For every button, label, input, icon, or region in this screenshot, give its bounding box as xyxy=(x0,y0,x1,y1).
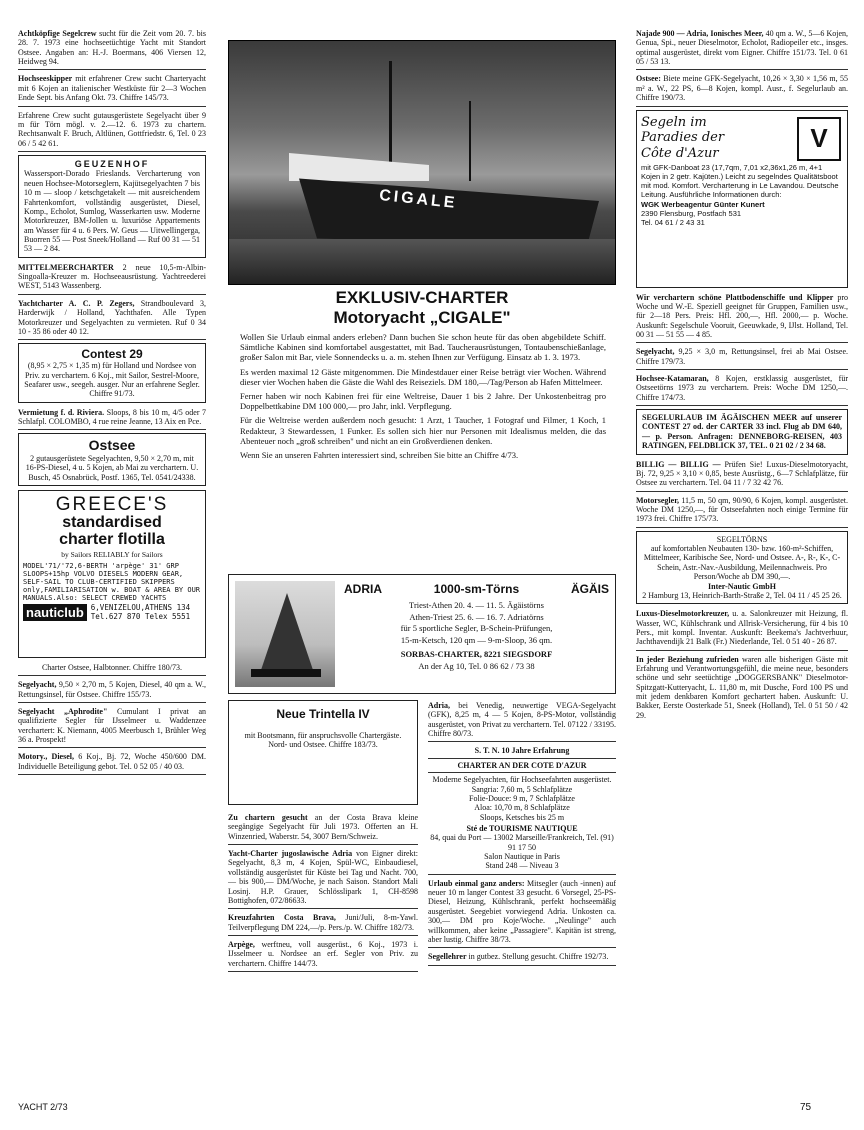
stn-line: Sangria: 7,60 m, 5 Schlafplätze xyxy=(471,784,573,794)
ad-body: (8,95 × 2,75 × 1,35 m) für Holland und Nordsee von Priv. zu verchartern. 6 Koj., mit Sailor, Sestrel-Moore, Seafarer usw., seegeh. ausger. Nur an erfahrene Segler. Chiffre 91/73. xyxy=(24,361,200,399)
classified-ad xyxy=(636,292,848,344)
ad-heading: Urlaub einmal ganz anders: xyxy=(428,878,525,888)
ship-name: CIGALE xyxy=(378,186,459,213)
ad-body: mit Bootsmann, für anspruchsvolle Chartergäste. Nord- und Ostsee. Chiffre 183/73. xyxy=(244,731,402,750)
column-right xyxy=(636,28,848,726)
ad-body: von Eigner direkt: Segelyacht, 8,3 m, 4 Kojen, Spül-WC, Einbaudiesel, vollständig ausgerüstet für Küste bei Tag und Nacht. 700,— bis 900,— DM/Woche, je nach Saison. Standort Mali Losinj. H.P. Grauer, Schlösslipark 1, CH-8598 Bottighofen, 072/86633. xyxy=(228,849,418,905)
stn-line: S. T. N. 10 Jahre Erfahrung xyxy=(474,746,570,756)
cigale-paragraph: Wenn Sie an unseren Fahrten interessiert sind, schreiben Sie bitte an Chiffre 4/73. xyxy=(240,449,519,460)
ad-heading: Wir verchartern schöne Plattbodenschiffe und Klipper xyxy=(636,292,834,302)
stn-line: Aloa: 10,70 m, 8 Schlafplätze xyxy=(474,803,570,813)
ad-heading: Hochsee-Katamaran, xyxy=(636,374,709,384)
cigale-paragraph: Wollen Sie Urlaub einmal anders erleben? Dann buchen Sie schon heute für das oben abgebildete Schiff. Sämtliche Kabinen sind komfortabel ausgestattet, mit Bad. Taucherausrüstungen, Tontaubenschießanlage, großer Salon mit Bar, viele Sonnendecks u. a. m. stehen Ihnen zur Verfügung. Einsatz ab 1. 3. 1973. xyxy=(240,332,606,363)
cigale-paragraph: Es werden maximal 12 Gäste mitgenommen. Die Mindestdauer einer Reise beträgt vier Wochen. Während dieser vier Wochen haben die Gäste die Wahl des Reiseziels. DM 180,—/Tag/Person ab Hafen Mittelmeer. xyxy=(240,366,606,387)
ad-body: 2 gutausgerüstete Segelyachten, 9,50 × 2,70 m, mit 16-PS-Diesel, 4 u. 5 Kojen, ab Mai zu verchartern. U. Busch, 45 Osnabrück, Postf. 1365, Tel. 0541/24338. xyxy=(25,453,199,482)
ad-company: Inter-Nautic GmbH xyxy=(708,581,776,591)
ad-subtitle: standardised xyxy=(62,513,162,531)
ad-heading: Segelyacht, xyxy=(18,680,57,690)
ad-body: 9,25 × 3,0 m, Rettungsinsel, frei ab Mai Ostsee. Chiffre 179/73. xyxy=(636,347,848,366)
ad-phone: Tel. 04 61 / 2 43 31 xyxy=(641,217,705,227)
cigale-photo xyxy=(228,40,616,285)
classified-ad xyxy=(636,346,848,370)
ad-company: WGK Werbeagentur Günter Kunert xyxy=(641,200,765,210)
footer-magazine: YACHT 2/73 xyxy=(18,1102,68,1112)
hull-shape xyxy=(251,669,321,677)
ad-title: Paradies der xyxy=(641,130,725,146)
ad-body: 11,5 m, 50 qm, 90/90, 6 Kojen, kompl. ausgerüstet. Woche DM 1250,—, für Ostseefahrten noch einige Termine für 1973 frei. Chiffre 175/73. xyxy=(636,495,848,524)
classified-ad xyxy=(428,700,616,742)
segeln-cote-azur-ad xyxy=(636,110,848,288)
stn-line: Folie-Douce: 9 m, 7 Schlafplätze xyxy=(469,793,575,803)
ad-heading: Yachtcharter A. C. P. Zegers, xyxy=(18,298,135,308)
stn-line: Sté de TOURISME NAUTIQUE xyxy=(466,823,578,833)
stn-line: CHARTER AN DER COTE D'AZUR xyxy=(457,760,587,770)
classified-ad xyxy=(636,28,848,70)
ad-heading: Hochseeskipper xyxy=(18,74,73,84)
classified-ad xyxy=(18,110,206,152)
adria-company: SORBAS-CHARTER, 8221 SIEGSDORF xyxy=(400,649,553,660)
classified-ad xyxy=(636,608,848,650)
greece-flotilla-ad xyxy=(18,490,206,658)
ad-body: Prüfen Sie! Luxus-Dieselmotoryacht, Bj. 72, 9,25 × 3,10 × 0,85, beste Ausrüstg., 6—7 Schlafplätze, für Ostsee zu verchartern. Tel. 04 11 / 7 32 42 76. xyxy=(636,459,848,488)
adria-title xyxy=(344,581,609,597)
ad-body: Erfahrene Crew sucht gutausgerüstete Segelyacht über 9 m für Törn mögl. v. 2.—12. 6. 1973 zu chartern. Rechtsanwalt F. Bruch, Altlünen, Gottfriedstr. 6, Tel. 0 23 06 / 5 42 61. xyxy=(18,110,206,148)
ad-body: 6 Koj., Bj. 72, Woche 450/600 DM. Individuelle Beteiligung gebot. Tel. 0 52 05 / 40 03. xyxy=(18,752,206,771)
page-number: 75 xyxy=(800,1102,812,1113)
cigale-title xyxy=(228,288,616,327)
classified-ad xyxy=(636,73,848,106)
classified-ad xyxy=(18,751,206,775)
ad-heading: Motorsegler, xyxy=(636,495,680,505)
ad-address: 6,VENIZELOU,ATHENS 134 Tel.627 870 Telex 5551 xyxy=(90,603,191,621)
stn-line: Salon Nautique in Paris xyxy=(484,852,560,862)
classified-ad xyxy=(228,939,418,972)
adria-title-center: 1000-sm-Törns xyxy=(433,582,520,596)
ad-subtitle: charter flotilla xyxy=(59,531,165,549)
column-left xyxy=(18,28,206,778)
ad-body: bei Venedig, neuwertige VEGA-Segelyacht (GFK), 8,25 m, 4 — 5 Kojen, 8-PS-Motor, vollständig ausgerüstet, von Privat zu verchartern. Tel. 07122 / 33195. Chiffre 80/73. xyxy=(428,701,616,739)
cigale-body xyxy=(240,332,606,464)
stn-line: Moderne Segelyachten, für Hochseefahrten ausgerüstet. xyxy=(432,775,612,785)
ad-title: Segeln im xyxy=(641,114,707,130)
ad-body: werftneu, voll ausgerüst., 6 Koj., 1973 i. IJsselmeer u. Nordsee an erf. Segler von Priv. zu verchartern. Chiffre 144/73. xyxy=(228,939,418,968)
ostsee-ad xyxy=(18,433,206,485)
adria-title-right: ÄGÄIS xyxy=(570,582,609,596)
classified-ad xyxy=(18,706,206,748)
adria-line: 15-m-Ketsch, 120 qm — 9-m-Sloop, 36 qm. xyxy=(400,634,553,645)
adria-address: An der Ag 10, Tel. 0 86 62 / 73 38 xyxy=(418,660,535,671)
ad-body: mit erfahrener Crew sucht Charteryacht mit 6 Kojen an italienischer Westküste für 2—3 Wochen Ende Sept. bis Anfang Okt. 73. Chiffre 145/73. xyxy=(18,74,206,103)
stn-line: 84, quai du Port — 13002 Marseille/Frankreich, Tel. (91) 91 17 50 xyxy=(430,833,614,852)
ad-title: SEGELTÖRNS xyxy=(716,534,768,544)
ad-body: pro Woche und W.-E. Speziell geeignet für Gruppen, Familien usw., für 2—18 Pers. Preis: Hfl. 200,—, Hfl. 2000,— p. Woche. Auskunft: Segelschule Vooruit, Geeuwkade, 9, IJlst. Holland, Tel. 00 31 — 51 55 — 4 85. xyxy=(636,292,848,339)
trintella-ad xyxy=(228,700,418,805)
stn-line: Sloops, Ketsches bis 25 m xyxy=(479,812,565,822)
ad-heading: Zu chartern gesucht xyxy=(228,813,308,822)
adria-line: für 5 sportliche Segler, B-Schein-Prüfungen, xyxy=(400,623,553,634)
nauticlub-logo: nauticlub xyxy=(23,604,87,621)
classified-ad xyxy=(18,407,206,431)
ad-heading: Achtköpfige Segelcrew xyxy=(18,29,97,38)
ad-heading: Segelyacht „Aphrodite" xyxy=(18,706,108,716)
ad-body: mit GFK-Danboat 23 (17,7qm, 7,01 x2,36x1,26 m, 4+1 Kojen in 2 getr. Kajüten.) Leicht zu segelndes Qualitätsboot mit mod. Komfort. Vercharterung in Le Lavandou. Deutsche Leitung. Ausführliche Informationen durch: xyxy=(641,163,839,199)
ad-address: 2 Hamburg 13, Heinrich-Barth-Straße 2, Tel. 04 11 / 45 25 26. xyxy=(642,590,842,600)
ad-address: 2390 Flensburg, Postfach 531 xyxy=(641,209,742,219)
classified-ad xyxy=(636,495,848,528)
classified-ad xyxy=(636,654,848,724)
classified-ad xyxy=(18,298,206,340)
classified-ad xyxy=(428,951,616,965)
ad-body: in gutbez. Stellung gesucht. Chiffre 192/73. xyxy=(468,952,609,962)
ad-heading: Luxus-Dieselmotorkreuzer, xyxy=(636,609,730,619)
mast-shape xyxy=(469,101,471,181)
ad-heading: Segellehrer xyxy=(428,952,467,962)
geuzenhof-ad xyxy=(18,155,206,258)
column-middle-right xyxy=(428,700,616,969)
adria-line: Athen-Triest 25. 6. — 16. 7. Adriatörns xyxy=(409,611,544,622)
adria-line: Triest-Athen 20. 4. — 11. 5. Ägäistörns xyxy=(409,600,544,611)
ad-body: u. a. Salonkreuzer mit Heizung, fl. Wasser, WC, Kühlschrank und Allrisk-Versicherung, für 4 bis 10 Pers., mit kompl. Inventar. Auskunft: Beekema's Jachtverhuur, Jachthavendijk 21 Balk (Fr.) Niederlande, Tel. 0 51 40 - 26 87. xyxy=(636,609,848,647)
ad-body: Biete meine GFK-Segelyacht, 10,26 × 3,30 × 1,56 m, 55 m² a. W., 22 PS, 6—8 Kojen, kompl. Ausr., f. Segelurlaub an. Chiffre 190/73. xyxy=(636,74,848,103)
column-middle-left xyxy=(228,812,418,975)
ad-heading: Kreuzfahrten Costa Brava, xyxy=(228,913,336,923)
ad-heading: Segelyacht, xyxy=(636,347,675,357)
ad-heading: BILLIG — BILLIG — xyxy=(636,459,721,469)
adria-ad xyxy=(228,574,616,694)
ad-heading: Ostsee: xyxy=(636,74,661,84)
ad-heading: Yacht-Charter jugoslawische Adria xyxy=(228,849,353,859)
classified-ad xyxy=(18,679,206,703)
classified-ad xyxy=(18,73,206,106)
adria-title-left: ADRIA xyxy=(344,582,382,596)
ad-body: 9,50 × 2,70 m, 5 Kojen, Diesel, 40 qm a. W., Rettungsinsel, für Ostsee. Chiffre 155/73. xyxy=(18,680,206,699)
ship-superstructure xyxy=(289,141,429,181)
nauticlub-block xyxy=(23,604,201,622)
stn-line: Stand 248 — Niveau 3 xyxy=(485,861,559,871)
ad-title: Ostsee xyxy=(88,437,136,454)
adria-text xyxy=(344,581,609,672)
ad-body: 40 qm a. W., 5—6 Kojen, Genua, Spi., neuer Dieselmotor, Echolot, Radiopeiler etc., insges. optimal ausgerüstet, direkt vom Eigner. Chiffre 151/73. Tel. 0 61 05 / 53 13. xyxy=(636,29,848,67)
ad-body: auf komfortablen Neubauten 130- bzw. 160-m²-Schiffen, Mittelmeer, Karibische See, Nord- und Ostsee. A-, R-, K-, C-Schein, Astr.-Nav.-Ausbildung, Meilennachweis. Pro Person/Woche ab DM 390,—. xyxy=(643,544,841,582)
ad-body: Juni/Juli, 8-m-Yawl. Teilverpflegung DM 224,—/p. Pers./p. W. Chiffre 182/73. xyxy=(228,913,418,932)
classified-ad xyxy=(636,459,848,492)
ad-heading: Adria, xyxy=(428,701,450,710)
segelurlaub-ad xyxy=(636,409,848,454)
ad-heading: Motory., Diesel, xyxy=(18,752,74,762)
ad-title: GEUZENHOF xyxy=(74,158,150,169)
cigale-title-line2: Motoryacht „CIGALE" xyxy=(333,307,511,327)
ad-body: Mitsegler (auch -innen) auf neuer 10 m langer Contest 33 gesucht. 6 Vorsegel, 25-PS-Diesel, Heizung, Kühlschrank, perfekt hochseemäßig ausgerüstet. Seegebiet vorwiegend Adria. Unkosten ca. 300,— DM pro Koje/Woche. „Neulinge" auch willkommen, aber keine „Passagiere". Kapitän ist streng, aber lustig. Chiffre 38/73. xyxy=(428,878,616,944)
ad-body: Strandboulevard 3, Harderwijk / Holland, Yachthafen. Alle Typen Motorkreuzer und Segelyachten zu vermieten. Ruf 0 34 10 - 35 86 oder 40 12. xyxy=(18,298,206,336)
classified-ad xyxy=(18,28,206,70)
classified-ad xyxy=(428,878,616,949)
ad-body: 2 neue 10,5-m-Albin-Singoalla-Kreuzer m. Hochseeausrüstung. Yachtreederei WEST, 5143 Wassenberg. xyxy=(18,262,206,291)
segeltorns-ad xyxy=(636,531,848,605)
sailboat-photo xyxy=(235,581,335,687)
contest-ad xyxy=(18,343,206,402)
ad-heading: Arpège, xyxy=(228,939,255,949)
ad-heading: In jeder Beziehung zufrieden xyxy=(636,654,739,664)
ad-title: Contest 29 xyxy=(81,347,143,362)
ad-title: Côte d'Azur xyxy=(641,145,719,161)
classified-ad xyxy=(18,662,206,676)
ad-heading: Najade 900 — Adria, Ionisches Meer, xyxy=(636,29,764,38)
ad-body: an der Costa Brava kleine seegängige Segelyacht für Juli 1973. Offerten an H. Winzenried, Waberstr. 54, 3007 Bern/Schweiz. xyxy=(228,813,418,841)
ad-body: SEGELURLAUB IM ÄGÄISCHEN MEER auf unserer CONTEST 27 od. der CARTER 33 incl. Flug ab DM 640,— p. Person. Anfragen: DENNEBORG-REISEN, 403 RATINGEN, FELDBLICK 37, TEL. 0 21 02 / 2 34 68. xyxy=(642,413,842,451)
classified-ad xyxy=(636,373,848,406)
ad-body: sucht für die Zeit vom 20. 7. bis 28. 7. 1973 eine hochseetüchtige Yacht mit Standort Ostsee. Angaben an: H.-J. Boermans, 406 Viersen 12, Heidweg 94. xyxy=(18,29,206,67)
ad-body: Wassersport-Dorado Frieslands. Vercharterung von neuen Hochsee-Motorseglern, Kajütsegelyachten 7 bis 10 m — sloop / ketschgetakelt — mit ausreichendem Fahrtenkomfort, vollständig ausgerüstet, Diesel, Komp., Echolot, Sumlog, Wasserkarten usw. Moderne Motorkreuzer, BM-Jollen u. luxuriöse Appartements am Wasser für 4 u. 6 Pers. W. Geus — Uitwellingerga, Buorren 55 — Post Sneek/Holland — Ruf 00 31 — 51 53 — 2 84. xyxy=(24,169,200,254)
classified-ad xyxy=(228,912,418,936)
ad-body: Charter Ostsee, Halbtonner. Chiffre 180/73. xyxy=(41,662,183,672)
ad-body: Sloops, 8 bis 10 m, 4/5 oder 7 Schlafpl. COLOMBO, 4 rue reine Jeanne, 13 Aix en Pce. xyxy=(18,407,206,427)
v-logo: V xyxy=(797,117,841,161)
stn-ad xyxy=(428,745,616,874)
classified-ad xyxy=(228,812,418,845)
classified-ad xyxy=(228,848,418,909)
cigale-title-line1: EXKLUSIV-CHARTER xyxy=(335,288,509,307)
ad-tagline: by Sailors RELIABLY for Sailors xyxy=(61,550,163,560)
ad-body: MODEL'71/'72,6-BERTH 'arpège' 31' GRP SLOOPS+15hp VOLVO DIESELS MODERN GEAR, SELF-SAIL TO CLUB-CERTIFIED SKIPPERS only,FAMILIARISATION w. BOAT & AREA BY OUR MANUALS.Also: SELECT CREWED YACHTS xyxy=(23,561,201,602)
water xyxy=(229,239,615,284)
cigale-paragraph: Ferner haben wir noch Kabinen frei für eine Weltreise, Dauer 1 bis 2 Jahre. Der Unkostenbeitrag pro Doppelbettkabine DM 100 000,— pro Jahr, inkl. Verpflegung. xyxy=(240,390,606,412)
ad-heading: Vermietung f. d. Riviera. xyxy=(18,407,105,417)
ad-body: 8 Kojen, erstklassig ausgerüstet, für Ostseetörns 1973 zu verchartern. Preis: Woche DM 1250,—. Chiffre 174/73. xyxy=(636,374,848,402)
classified-ad xyxy=(18,262,206,295)
cigale-paragraph: Für die Weltreise werden außerdem noch gesucht: 1 Arzt, 1 Taucher, 1 Fotograf und Filmer, 1 Koch, 1 Redakteur, 3 Stewardessen, 1 Funker. Es sollen sich hier nur Personen mit Idealismus melden, die das Abenteuer noch „groß schreiben" und nicht an ein Großverdienen denken. xyxy=(240,415,606,446)
mast-shape xyxy=(389,61,392,171)
sail-shape xyxy=(257,593,317,673)
ad-title: Neue Trintella IV xyxy=(276,707,370,721)
ad-body: waren alle bisherigen Gäste mit Erfahrung und Verantwortungsgefühl, die meine neue, besonders schöne und sehr seetüchtige „DOGGERSBANK" Dieselmotor-Spitzgatt-Kutteryacht, L. 11,80 m, mit Dusche, Ford 100 PS und mit jedem denkbaren Komfort gechartert haben. Auskunft: U. Bakker, Eerste Oosterkade 51, Sneek (Holland), Tel. 0 51 50 / 42 29. xyxy=(636,654,848,720)
ad-title: GREECE'S xyxy=(55,493,169,515)
ad-heading: MITTELMEERCHARTER xyxy=(18,262,114,272)
ad-body: Cumulant I privat an qualifizierte Segler für IJsselmeer u. Waddenzee verchartert: K. Niemann, 4005 Meerbusch 1, Brühler Weg 36 a. Prospekt! xyxy=(18,706,206,745)
